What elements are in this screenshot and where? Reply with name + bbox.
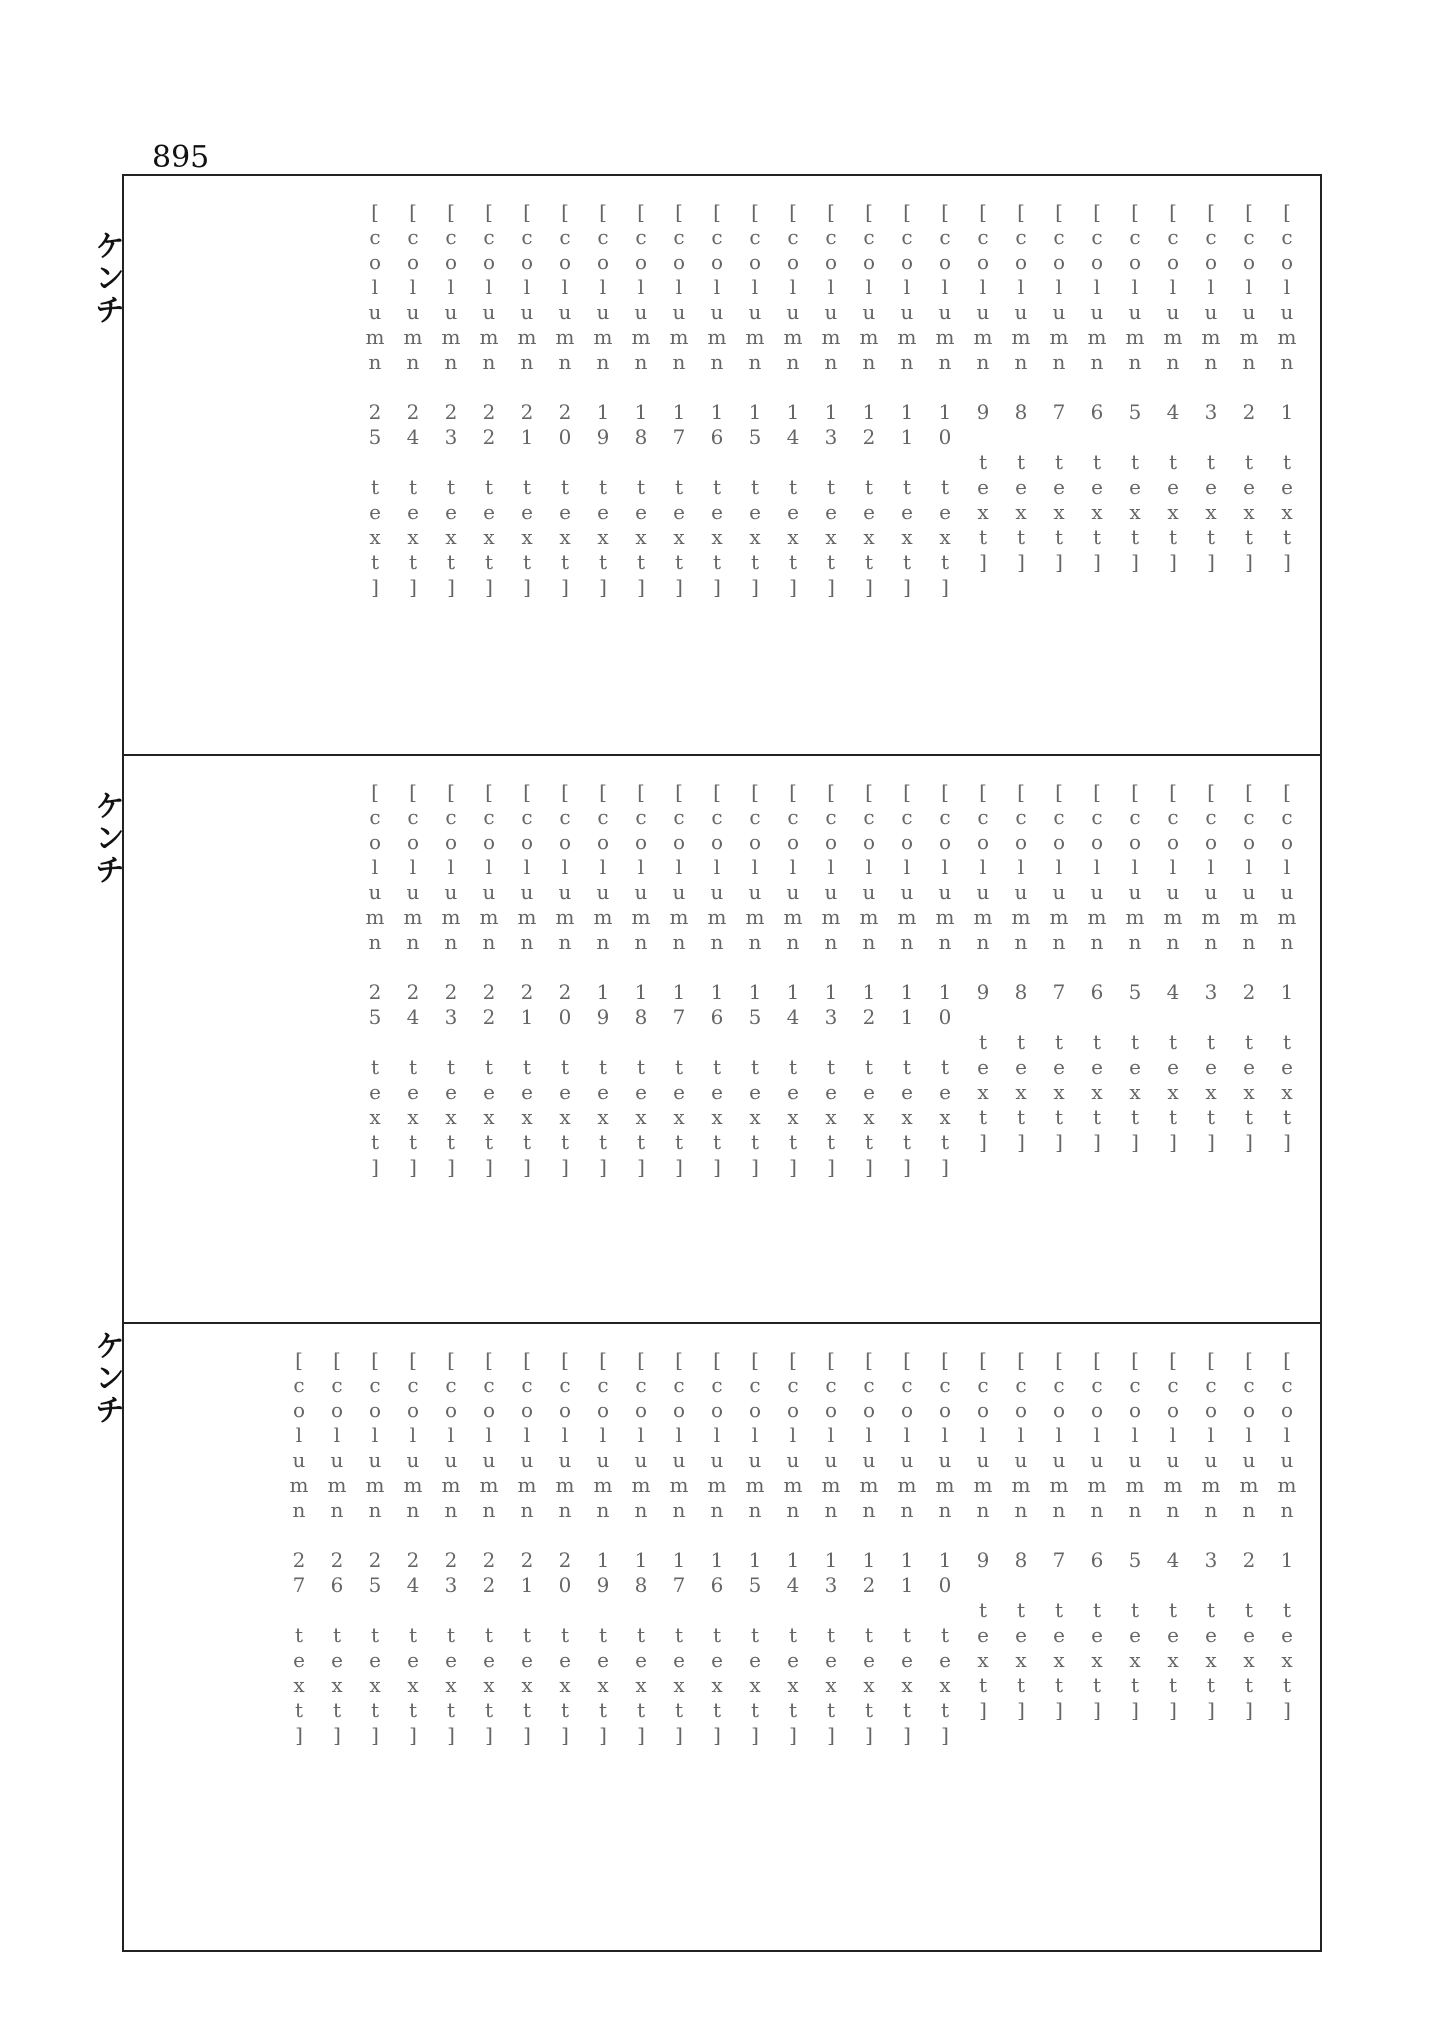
text-column: [column 11 text] [895,1348,919,1748]
text-column: [column 16 text] [705,1348,729,1748]
text-column: [column 1 text] [1275,200,1299,575]
text-column: [column 24 text] [401,780,425,1180]
text-column: [column 20 text] [553,1348,577,1748]
text-column: [column 19 text] [591,780,615,1180]
text-column: [column 9 text] [971,1348,995,1723]
text-column: [column 2 text] [1237,1348,1261,1723]
text-column: [column 13 text] [819,200,843,600]
text-column: [column 3 text] [1199,200,1223,575]
text-column: [column 26 text] [325,1348,349,1748]
text-column: [column 13 text] [819,780,843,1180]
text-column: [column 16 text] [705,780,729,1180]
text-column: [column 12 text] [857,1348,881,1748]
text-column: [column 7 text] [1047,200,1071,575]
text-column: [column 20 text] [553,780,577,1180]
text-column: [column 22 text] [477,200,501,600]
top-section [124,176,1320,754]
section-label-middle: ケンチ [89,790,124,886]
text-column: [column 21 text] [515,780,539,1180]
text-column: [column 4 text] [1161,780,1185,1155]
text-column: [column 23 text] [439,1348,463,1748]
text-column: [column 25 text] [363,1348,387,1748]
text-column: [column 4 text] [1161,1348,1185,1723]
text-column: [column 13 text] [819,1348,843,1748]
text-column: [column 15 text] [743,780,767,1180]
text-column: [column 24 text] [401,1348,425,1748]
text-column: [column 23 text] [439,200,463,600]
text-column: [column 24 text] [401,200,425,600]
text-column: [column 6 text] [1085,1348,1109,1723]
text-column: [column 1 text] [1275,780,1299,1155]
text-column: [column 16 text] [705,200,729,600]
text-column: [column 3 text] [1199,780,1223,1155]
bottom-section [124,1324,1320,1952]
text-column: [column 15 text] [743,200,767,600]
page-number: 895 [152,140,210,175]
text-column: [column 18 text] [629,1348,653,1748]
text-column: [column 10 text] [933,200,957,600]
text-column: [column 6 text] [1085,780,1109,1155]
text-column: [column 5 text] [1123,780,1147,1155]
page-frame [122,174,1322,1952]
text-column: [column 3 text] [1199,1348,1223,1723]
text-column: [column 25 text] [363,200,387,600]
text-column: [column 6 text] [1085,200,1109,575]
text-column: [column 8 text] [1009,780,1033,1155]
text-column: [column 27 text] [287,1348,311,1748]
text-column: [column 20 text] [553,200,577,600]
text-column: [column 7 text] [1047,780,1071,1155]
middle-section [124,756,1320,1322]
text-column: [column 8 text] [1009,200,1033,575]
text-column: [column 7 text] [1047,1348,1071,1723]
text-column: [column 22 text] [477,1348,501,1748]
text-column: [column 12 text] [857,200,881,600]
text-column: [column 15 text] [743,1348,767,1748]
text-column: [column 19 text] [591,200,615,600]
text-column: [column 4 text] [1161,200,1185,575]
text-column: [column 5 text] [1123,200,1147,575]
section-label-top: ケンチ [89,230,124,326]
text-columns [360,200,1302,730]
text-column: [column 19 text] [591,1348,615,1748]
text-column: [column 9 text] [971,780,995,1155]
section-label-bottom: ケンチ [89,1330,124,1426]
text-column: [column 5 text] [1123,1348,1147,1723]
text-column: [column 10 text] [933,1348,957,1748]
text-column: [column 14 text] [781,1348,805,1748]
text-column: [column 10 text] [933,780,957,1180]
text-column: [column 17 text] [667,780,691,1180]
text-column: [column 2 text] [1237,200,1261,575]
text-column: [column 14 text] [781,780,805,1180]
text-column: [column 1 text] [1275,1348,1299,1723]
text-column: [column 11 text] [895,780,919,1180]
text-column: [column 17 text] [667,200,691,600]
text-column: [column 14 text] [781,200,805,600]
text-column: [column 18 text] [629,200,653,600]
text-column: [column 23 text] [439,780,463,1180]
text-column: [column 21 text] [515,1348,539,1748]
text-column: [column 17 text] [667,1348,691,1748]
text-column: [column 8 text] [1009,1348,1033,1723]
text-columns [360,780,1302,1298]
text-column: [column 11 text] [895,200,919,600]
text-column: [column 18 text] [629,780,653,1180]
text-column: [column 12 text] [857,780,881,1180]
text-column: [column 2 text] [1237,780,1261,1155]
text-columns [284,1348,1302,1928]
text-column: [column 9 text] [971,200,995,575]
text-column: [column 21 text] [515,200,539,600]
text-column: [column 25 text] [363,780,387,1180]
text-column: [column 22 text] [477,780,501,1180]
